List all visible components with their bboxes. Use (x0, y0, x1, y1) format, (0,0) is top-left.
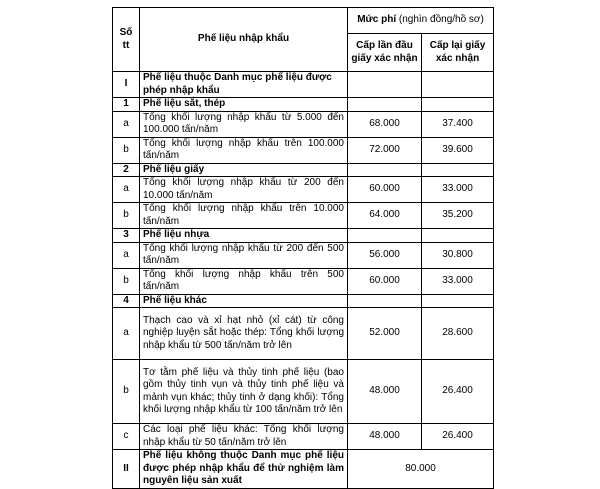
table-row (113, 424, 494, 450)
row-desc: Các loại phế liệu khác: Tổng khối lượng nhập khẩu từ 50 tấn/năm trở lên (140, 424, 348, 450)
row-reissue-fee: 39.600 (422, 137, 494, 163)
row-first-fee (348, 294, 422, 308)
row-first-fee (348, 163, 422, 177)
row-first-fee: 48.000 (348, 360, 422, 424)
header-reissue: Cấp lại giấy xác nhận (422, 34, 494, 72)
table-row (113, 163, 494, 177)
table-row (113, 98, 494, 112)
row-first-fee: 48.000 (348, 424, 422, 450)
row-stt: a (113, 242, 140, 268)
table-row (113, 203, 494, 229)
table-row (113, 308, 494, 360)
table-row (113, 242, 494, 268)
row-desc: Phế liệu giấy (140, 163, 348, 177)
row-reissue-fee: 30.800 (422, 242, 494, 268)
row-first-fee: 60.000 (348, 177, 422, 203)
row-stt: a (113, 177, 140, 203)
row-first-fee (348, 229, 422, 243)
row-stt: b (113, 137, 140, 163)
row-stt: II (113, 450, 140, 489)
row-reissue-fee (422, 98, 494, 112)
row-desc: Phế liệu sắt, thép (140, 98, 348, 112)
row-reissue-fee: 37.400 (422, 111, 494, 137)
row-stt: 1 (113, 98, 140, 112)
row-reissue-fee: 33.000 (422, 268, 494, 294)
row-desc: Tơ tằm phế liệu và thủy tinh phế liệu (bao gồm thủy tinh vụn và thủy tinh phế liệu và mảnh vụn khác; thủy tinh ở dạng khối): Tổng khối lượng nhập khẩu từ 100 tấn/năm trở lên (140, 360, 348, 424)
row-stt: b (113, 268, 140, 294)
row-desc: Tổng khối lượng nhập khẩu từ 5.000 đến 100.000 tấn/năm (140, 111, 348, 137)
row-desc: Phế liệu thuộc Danh mục phế liệu được phép nhập khẩu (140, 72, 348, 98)
row-first-fee: 56.000 (348, 242, 422, 268)
header-item: Phế liệu nhập khẩu (140, 8, 348, 72)
row-desc: Tổng khối lượng nhập khẩu từ 200 đến 500 tấn/năm (140, 242, 348, 268)
row-stt: b (113, 203, 140, 229)
table-row (113, 360, 494, 424)
row-reissue-fee (422, 163, 494, 177)
table-row (113, 229, 494, 243)
row-reissue-fee: 33.000 (422, 177, 494, 203)
row-stt: 2 (113, 163, 140, 177)
row-reissue-fee: 26.400 (422, 424, 494, 450)
document-page (112, 7, 493, 486)
row-stt: b (113, 360, 140, 424)
row-first-fee: 64.000 (348, 203, 422, 229)
row-first-fee: 68.000 (348, 111, 422, 137)
row-reissue-fee (422, 294, 494, 308)
row-reissue-fee (422, 229, 494, 243)
row-desc: Tổng khối lượng nhập khẩu trên 500 tấn/năm (140, 268, 348, 294)
table-row (113, 177, 494, 203)
row-desc: Tổng khối lượng nhập khẩu từ 200 đến 10.000 tấn/năm (140, 177, 348, 203)
header-stt: Số tt (113, 8, 140, 72)
header-first-issue: Cấp lần đầu giấy xác nhận (348, 34, 422, 72)
row-first-fee: 60.000 (348, 268, 422, 294)
header-fee (348, 8, 494, 34)
row-first-fee: 52.000 (348, 308, 422, 360)
row-stt: c (113, 424, 140, 450)
row-reissue-fee: 28.600 (422, 308, 494, 360)
fee-table (112, 7, 494, 489)
row-merged-fee: 80.000 (348, 450, 494, 489)
row-first-fee: 72.000 (348, 137, 422, 163)
row-first-fee (348, 72, 422, 98)
row-desc: Tổng khối lượng nhập khẩu trên 100.000 tấn/năm (140, 137, 348, 163)
table-row (113, 111, 494, 137)
header-fee-unit: (nghìn đồng/hồ sơ) (398, 14, 484, 26)
header-fee-label: Mức phí (357, 14, 397, 26)
table-row (113, 268, 494, 294)
table-row (113, 450, 494, 489)
row-stt: a (113, 308, 140, 360)
row-desc: Phế liệu nhựa (140, 229, 348, 243)
table-row (113, 137, 494, 163)
row-reissue-fee: 35.200 (422, 203, 494, 229)
table-row (113, 72, 494, 98)
row-desc: Tổng khối lượng nhập khẩu trên 10.000 tấn/năm (140, 203, 348, 229)
row-stt: I (113, 72, 140, 98)
row-desc: Thạch cao và xỉ hạt nhỏ (xỉ cát) từ công nghiệp luyện sắt hoặc thép: Tổng khối lượng nhập khẩu từ 500 tấn/năm trở lên (140, 308, 348, 360)
row-desc: Phế liệu khác (140, 294, 348, 308)
row-stt: 4 (113, 294, 140, 308)
row-desc: Phế liệu không thuộc Danh mục phế liệu được phép nhập khẩu để thử nghiệm làm nguyên liệu sản xuất (140, 450, 348, 489)
row-reissue-fee: 26.400 (422, 360, 494, 424)
row-stt: 3 (113, 229, 140, 243)
row-first-fee (348, 98, 422, 112)
row-stt: a (113, 111, 140, 137)
row-reissue-fee (422, 72, 494, 98)
table-row (113, 294, 494, 308)
